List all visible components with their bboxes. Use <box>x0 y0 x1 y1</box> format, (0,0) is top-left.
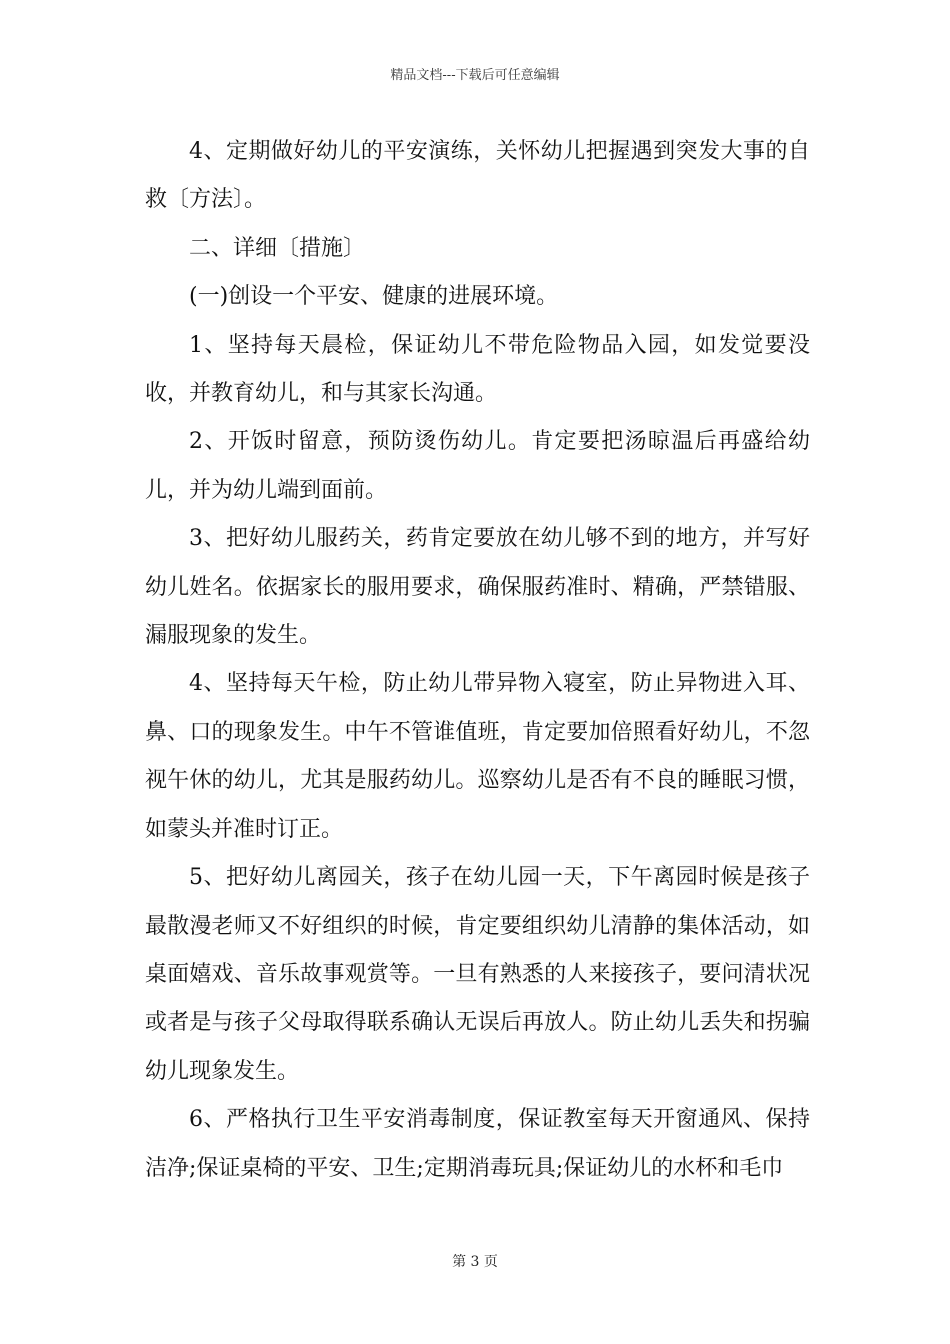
page-number: 第 3 页 <box>452 1254 498 1270</box>
page-header: 精品文档---下载后可任意编辑 <box>390 68 560 83</box>
paragraph: 2、开饭时留意，预防烫伤幼儿。肯定要把汤晾温后再盛给幼儿，并为幼儿端到面前。 <box>145 429 810 503</box>
paragraph: 4、定期做好幼儿的平安演练，关怀幼儿把握遇到突发大事的自救〔方法〕。 <box>145 139 810 213</box>
paragraph: 4、坚持每天午检，防止幼儿带异物入寝室，防止异物进入耳、鼻、口的现象发生。中午不管谁值班，肯定要加倍照看好幼儿，不忽视午休的幼儿，尤其是服药幼儿。巡察幼儿是否有不良的睡眠习惯，如蒙头并准时订正。 <box>145 671 810 842</box>
paragraph: 1、坚持每天晨检，保证幼儿不带危险物品入园，如发觉要没收，并教育幼儿，和与其家长沟通。 <box>145 332 810 407</box>
paragraph: 5、把好幼儿离园关，孩子在幼儿园一天，下午离园时候是孩子最散漫老师又不好组织的时候，肯定要组织幼儿清静的集体活动，如桌面嬉戏、音乐故事观赏等。一旦有熟悉的人来接孩子，要问清状况或者是与孩子父母取得联系确认无误后再放人。防止幼儿丢失和拐骗幼儿现象发生。 <box>145 865 810 1084</box>
paragraph: 3、把好幼儿服药关，药肯定要放在幼儿够不到的地方，并写好幼儿姓名。依据家长的服用要求，确保服药准时、精确，严禁错服、漏服现象的发生。 <box>145 526 810 649</box>
paragraph: (一)创设一个平安、健康的进展环境。 <box>189 284 559 310</box>
body-text <box>145 128 810 1193</box>
paragraph: 二、详细〔措施〕 <box>189 235 366 261</box>
paragraph: 6、严格执行卫生平安消毒制度，保证教室每天开窗通风、保持洁净;保证桌椅的平安、卫生;定期消毒玩具;保证幼儿的水杯和毛巾 <box>145 1107 810 1181</box>
